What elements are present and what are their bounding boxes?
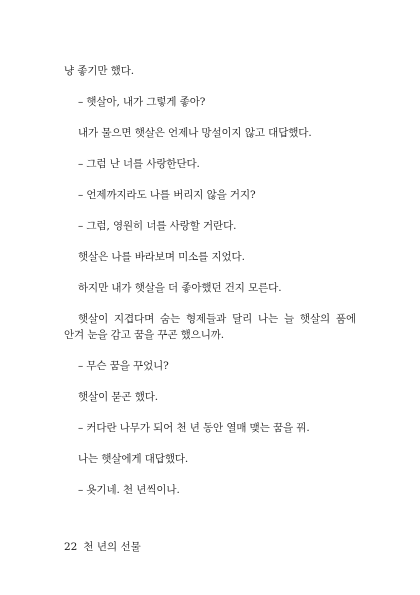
paragraph-9: 햇살이 지겹다며 숨는 형제들과 달리 나는 늘 햇살의 품에 안겨 눈을 감고 꿈을 꾸곤 했으니까. [64,313,356,341]
page-number: 22 [64,541,78,553]
paragraph-6: – 그럼, 영원히 너를 사랑할 거란다. [78,220,237,232]
paragraph-7: 햇살은 나를 바라보며 미소를 지었다. [78,251,245,263]
paragraph-3: 내가 물으면 햇살은 언제나 망설이지 않고 대답했다. [78,127,312,139]
paragraph-12: – 커다란 나무가 되어 천 년 동안 열매 맺는 꿈을 꿔. [78,422,310,434]
page-body [64,63,356,498]
paragraph-13: 나는 햇살에게 대답했다. [78,453,189,465]
paragraph-11: 햇살이 묻곤 했다. [78,391,159,403]
paragraph-5: – 언제까지라도 나를 버리지 않을 거지? [78,189,256,201]
running-title: 천 년의 선물 [83,541,141,553]
paragraph-1: 냥 좋기만 했다. [64,65,134,77]
paragraph-4: – 그럼 난 너를 사랑한단다. [78,158,200,170]
page-footer [64,539,141,555]
paragraph-14: – 욧기네. 천 년씩이나. [78,484,180,496]
paragraph-10: – 무슨 꿈을 꾸었니? [78,360,169,372]
paragraph-2: – 햇살아, 내가 그렇게 좋아? [78,96,206,108]
paragraph-8: 하지만 내가 햇살을 더 좋아했던 건지 모른다. [78,282,282,294]
